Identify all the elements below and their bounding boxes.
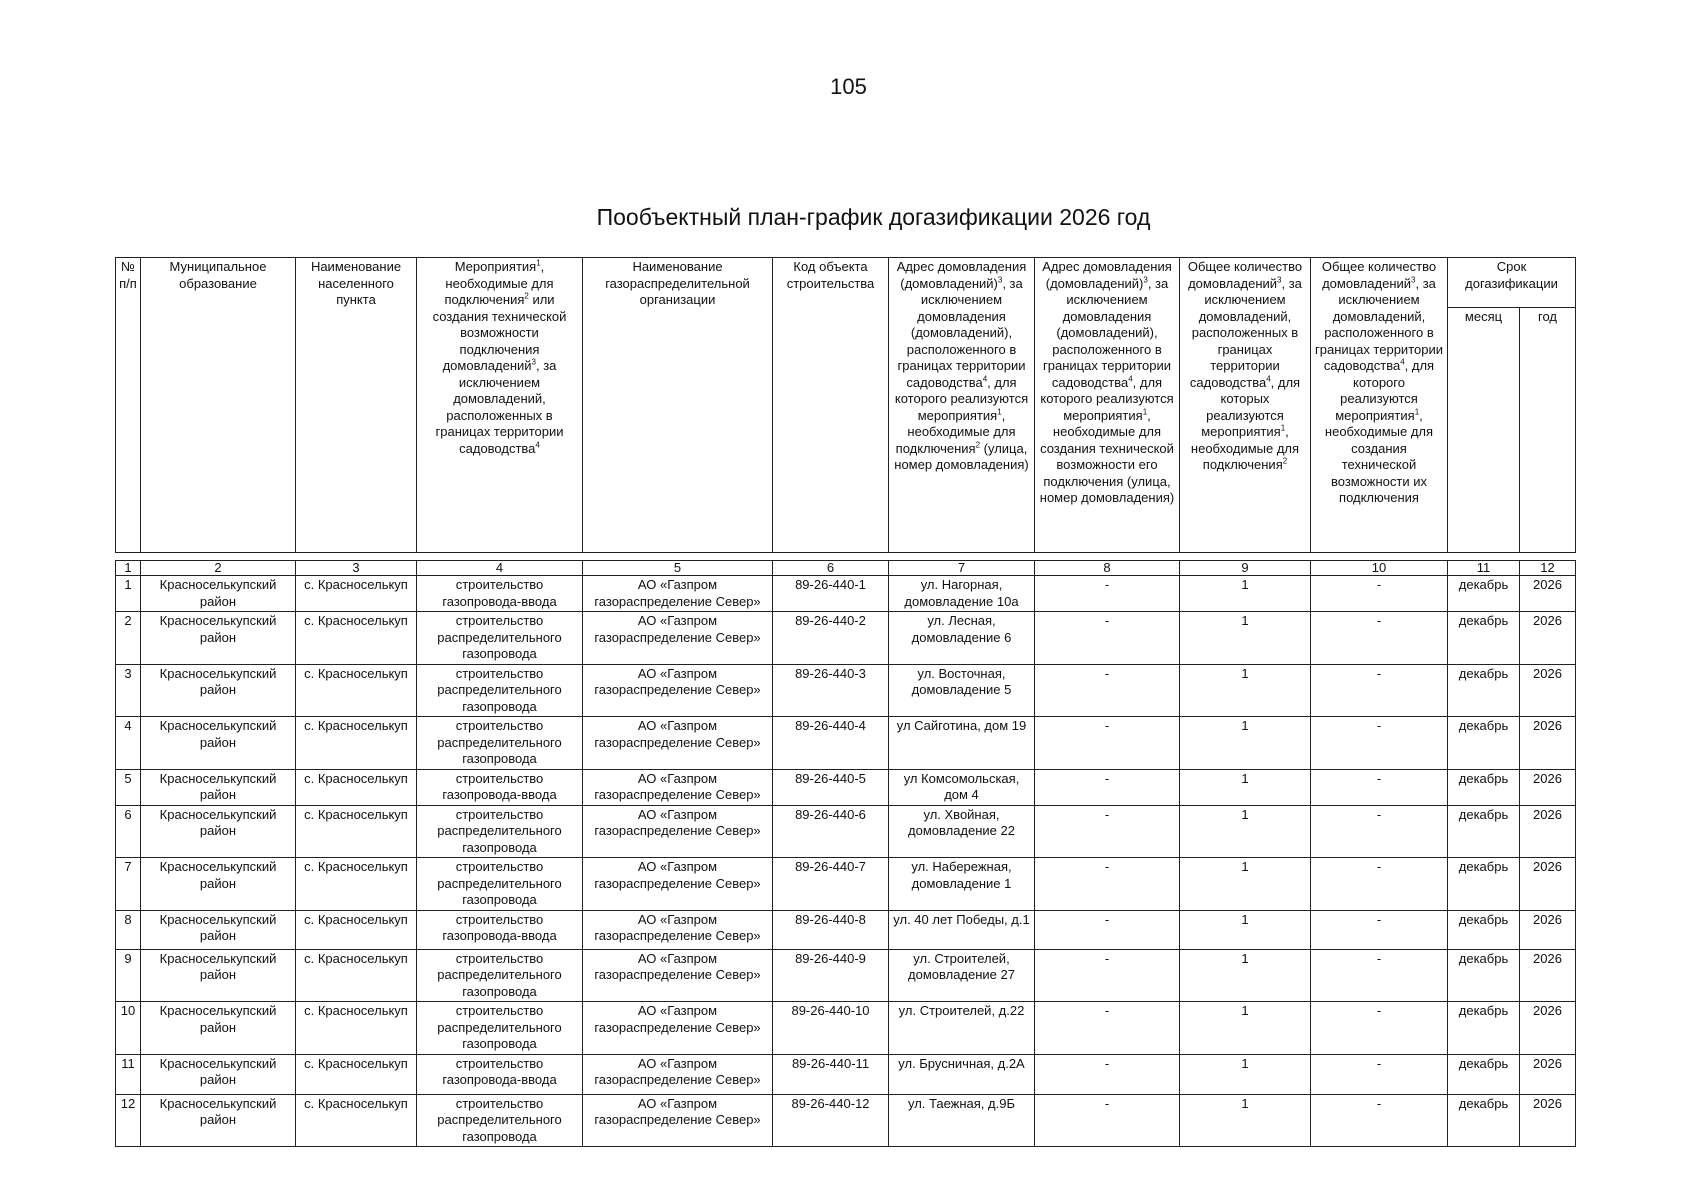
- cell-year: 2026: [1520, 805, 1576, 858]
- header-object-code: Код объекта строительства: [773, 258, 889, 553]
- cell-address-technical: -: [1035, 576, 1180, 612]
- cell-address-connection: ул Комсомольская, дом 4: [889, 769, 1035, 805]
- table-row: [116, 1002, 1576, 1055]
- cell-municipality: Красноселькупский район: [141, 858, 296, 911]
- cell-year: 2026: [1520, 1054, 1576, 1094]
- cell-municipality: Красноселькупский район: [141, 1094, 296, 1147]
- header-month: месяц: [1448, 308, 1520, 553]
- cell-address-connection: ул. Хвойная, домовладение 22: [889, 805, 1035, 858]
- cell-measure: строительство распределительного газопровода: [417, 1094, 583, 1147]
- table-row: [116, 612, 1576, 665]
- cell-organization: АО «Газпром газораспределение Север»: [583, 858, 773, 911]
- cell-object-code: 89-26-440-9: [773, 949, 889, 1002]
- cell-object-code: 89-26-440-7: [773, 858, 889, 911]
- cell-address-connection: ул. Нагорная, домовладение 10а: [889, 576, 1035, 612]
- column-number: 9: [1180, 561, 1311, 576]
- cell-measure: строительство распределительного газопровода: [417, 717, 583, 770]
- cell-number: 5: [116, 769, 141, 805]
- cell-number: 12: [116, 1094, 141, 1147]
- cell-count-technical: -: [1311, 1054, 1448, 1094]
- cell-count-technical: -: [1311, 805, 1448, 858]
- cell-month: декабрь: [1448, 805, 1520, 858]
- table-row: [116, 1094, 1576, 1147]
- cell-object-code: 89-26-440-6: [773, 805, 889, 858]
- cell-address-technical: -: [1035, 1094, 1180, 1147]
- cell-municipality: Красноселькупский район: [141, 1002, 296, 1055]
- data-table: [115, 560, 1576, 1147]
- cell-address-connection: ул. Брусничная, д.2А: [889, 1054, 1035, 1094]
- cell-object-code: 89-26-440-11: [773, 1054, 889, 1094]
- cell-address-technical: -: [1035, 1002, 1180, 1055]
- cell-municipality: Красноселькупский район: [141, 1054, 296, 1094]
- cell-year: 2026: [1520, 664, 1576, 717]
- cell-year: 2026: [1520, 769, 1576, 805]
- cell-count-technical: -: [1311, 949, 1448, 1002]
- cell-count-technical: -: [1311, 1002, 1448, 1055]
- cell-object-code: 89-26-440-12: [773, 1094, 889, 1147]
- cell-object-code: 89-26-440-10: [773, 1002, 889, 1055]
- cell-measure: строительство газопровода-ввода: [417, 910, 583, 949]
- cell-address-connection: ул. 40 лет Победы, д.1: [889, 910, 1035, 949]
- column-number: 11: [1448, 561, 1520, 576]
- column-number: 4: [417, 561, 583, 576]
- cell-settlement: с. Красноселькуп: [296, 1094, 417, 1147]
- cell-count-connection: 1: [1180, 910, 1311, 949]
- cell-year: 2026: [1520, 612, 1576, 665]
- cell-count-connection: 1: [1180, 664, 1311, 717]
- cell-organization: АО «Газпром газораспределение Север»: [583, 1054, 773, 1094]
- header-measures: Мероприятия$^1$, необходимые для подключения$^2$ или создания технической возможности подключения домовладений$^3$, за исключением домовладений, расположенных в границах территории садоводства$^4$: [417, 258, 583, 553]
- table-row: [116, 858, 1576, 911]
- cell-number: 3: [116, 664, 141, 717]
- cell-count-connection: 1: [1180, 717, 1311, 770]
- cell-settlement: с. Красноселькуп: [296, 805, 417, 858]
- cell-address-connection: ул. Строителей, домовладение 27: [889, 949, 1035, 1002]
- cell-count-connection: 1: [1180, 1002, 1311, 1055]
- cell-count-technical: -: [1311, 612, 1448, 665]
- cell-address-connection: ул. Лесная, домовладение 6: [889, 612, 1035, 665]
- cell-count-connection: 1: [1180, 612, 1311, 665]
- cell-municipality: Красноселькупский район: [141, 664, 296, 717]
- cell-address-connection: ул Сайготина, дом 19: [889, 717, 1035, 770]
- cell-municipality: Красноселькупский район: [141, 717, 296, 770]
- cell-organization: АО «Газпром газораспределение Север»: [583, 664, 773, 717]
- cell-address-connection: ул. Набережная, домовладение 1: [889, 858, 1035, 911]
- cell-count-connection: 1: [1180, 858, 1311, 911]
- cell-address-technical: -: [1035, 910, 1180, 949]
- column-number: 10: [1311, 561, 1448, 576]
- cell-municipality: Красноселькупский район: [141, 805, 296, 858]
- cell-measure: строительство газопровода-ввода: [417, 769, 583, 805]
- cell-count-technical: -: [1311, 1094, 1448, 1147]
- cell-measure: строительство распределительного газопровода: [417, 664, 583, 717]
- cell-number: 6: [116, 805, 141, 858]
- cell-number: 2: [116, 612, 141, 665]
- cell-count-connection: 1: [1180, 949, 1311, 1002]
- table-row: [116, 949, 1576, 1002]
- cell-count-technical: -: [1311, 576, 1448, 612]
- table-row: [116, 910, 1576, 949]
- cell-object-code: 89-26-440-8: [773, 910, 889, 949]
- cell-month: декабрь: [1448, 769, 1520, 805]
- cell-measure: строительство газопровода-ввода: [417, 1054, 583, 1094]
- cell-settlement: с. Красноселькуп: [296, 769, 417, 805]
- header-gas-organization: Наименование газораспределительной организации: [583, 258, 773, 553]
- cell-municipality: Красноселькупский район: [141, 612, 296, 665]
- cell-address-connection: ул. Строителей, д.22: [889, 1002, 1035, 1055]
- cell-organization: АО «Газпром газораспределение Север»: [583, 949, 773, 1002]
- cell-count-technical: -: [1311, 769, 1448, 805]
- cell-measure: строительство распределительного газопровода: [417, 858, 583, 911]
- cell-number: 9: [116, 949, 141, 1002]
- table-row: [116, 717, 1576, 770]
- cell-year: 2026: [1520, 1002, 1576, 1055]
- header-municipality: Муниципальное образование: [141, 258, 296, 553]
- cell-count-connection: 1: [1180, 1094, 1311, 1147]
- cell-count-technical: -: [1311, 717, 1448, 770]
- cell-object-code: 89-26-440-4: [773, 717, 889, 770]
- cell-year: 2026: [1520, 717, 1576, 770]
- cell-measure: строительство распределительного газопровода: [417, 805, 583, 858]
- cell-object-code: 89-26-440-3: [773, 664, 889, 717]
- column-numbers-row: [116, 561, 1576, 576]
- cell-address-technical: -: [1035, 612, 1180, 665]
- cell-settlement: с. Красноселькуп: [296, 612, 417, 665]
- cell-address-technical: -: [1035, 717, 1180, 770]
- table-row: [116, 805, 1576, 858]
- cell-number: 8: [116, 910, 141, 949]
- header-number: № п/п: [116, 258, 141, 553]
- column-number: 3: [296, 561, 417, 576]
- header-settlement: Наименование населенного пункта: [296, 258, 417, 553]
- cell-count-connection: 1: [1180, 805, 1311, 858]
- cell-month: декабрь: [1448, 664, 1520, 717]
- cell-address-connection: ул. Таежная, д.9Б: [889, 1094, 1035, 1147]
- cell-settlement: с. Красноселькуп: [296, 949, 417, 1002]
- column-number: 7: [889, 561, 1035, 576]
- cell-organization: АО «Газпром газораспределение Север»: [583, 1002, 773, 1055]
- cell-month: декабрь: [1448, 612, 1520, 665]
- cell-organization: АО «Газпром газораспределение Север»: [583, 769, 773, 805]
- cell-count-technical: -: [1311, 664, 1448, 717]
- cell-object-code: 89-26-440-1: [773, 576, 889, 612]
- cell-municipality: Красноселькупский район: [141, 910, 296, 949]
- cell-organization: АО «Газпром газораспределение Север»: [583, 805, 773, 858]
- cell-settlement: с. Красноселькуп: [296, 1002, 417, 1055]
- cell-municipality: Красноселькупский район: [141, 769, 296, 805]
- table-row: [116, 1054, 1576, 1094]
- header-deadline: Срок догазификации: [1448, 258, 1576, 308]
- cell-month: декабрь: [1448, 949, 1520, 1002]
- header-address-technical: Адрес домовладения (домовладений)$^3$, за исключением домовладения (домовладений), расположенного в границах территории садоводства$^4$, для которого реализуются мероприятия$^1$, необходимые для создания технической возможности его подключения (улица, номер домовладения): [1035, 258, 1180, 553]
- column-number: 2: [141, 561, 296, 576]
- cell-address-technical: -: [1035, 949, 1180, 1002]
- cell-measure: строительство распределительного газопровода: [417, 612, 583, 665]
- cell-year: 2026: [1520, 949, 1576, 1002]
- cell-object-code: 89-26-440-2: [773, 612, 889, 665]
- table-row: [116, 576, 1576, 612]
- table-header: [115, 257, 1576, 553]
- cell-settlement: с. Красноселькуп: [296, 858, 417, 911]
- cell-organization: АО «Газпром газораспределение Север»: [583, 717, 773, 770]
- cell-address-technical: -: [1035, 664, 1180, 717]
- cell-settlement: с. Красноселькуп: [296, 576, 417, 612]
- cell-year: 2026: [1520, 1094, 1576, 1147]
- cell-month: декабрь: [1448, 1002, 1520, 1055]
- cell-year: 2026: [1520, 576, 1576, 612]
- cell-month: декабрь: [1448, 858, 1520, 911]
- cell-address-technical: -: [1035, 858, 1180, 911]
- cell-month: декабрь: [1448, 910, 1520, 949]
- cell-measure: строительство распределительного газопровода: [417, 949, 583, 1002]
- cell-count-connection: 1: [1180, 769, 1311, 805]
- cell-count-connection: 1: [1180, 1054, 1311, 1094]
- page-number: 105: [830, 74, 867, 99]
- cell-settlement: с. Красноселькуп: [296, 664, 417, 717]
- cell-count-technical: -: [1311, 858, 1448, 911]
- cell-month: декабрь: [1448, 1054, 1520, 1094]
- table-row: [116, 664, 1576, 717]
- cell-municipality: Красноселькупский район: [141, 949, 296, 1002]
- header-address-connection: Адрес домовладения (домовладений)$^3$, за исключением домовладения (домовладений), расположенного в границах территории садоводства$^4$, для которого реализуются мероприятия$^1$, необходимые для подключения$^2$ (улица, номер домовладения): [889, 258, 1035, 553]
- cell-count-technical: -: [1311, 910, 1448, 949]
- cell-measure: строительство газопровода-ввода: [417, 576, 583, 612]
- table-row: [116, 769, 1576, 805]
- cell-organization: АО «Газпром газораспределение Север»: [583, 576, 773, 612]
- cell-measure: строительство распределительного газопровода: [417, 1002, 583, 1055]
- cell-organization: АО «Газпром газораспределение Север»: [583, 612, 773, 665]
- cell-count-connection: 1: [1180, 576, 1311, 612]
- cell-settlement: с. Красноселькуп: [296, 1054, 417, 1094]
- cell-address-technical: -: [1035, 805, 1180, 858]
- header-year: год: [1520, 308, 1576, 553]
- cell-address-technical: -: [1035, 1054, 1180, 1094]
- cell-organization: АО «Газпром газораспределение Север»: [583, 1094, 773, 1147]
- header-count-technical: Общее количество домовладений$^3$, за исключением домовладений, расположенного в границах территории садоводства$^4$, для которого реализуются мероприятия$^1$, необходимые для создания технической возможности их подключения: [1311, 258, 1448, 553]
- header-count-connection: Общее количество домовладений$^3$, за исключением домовладений, расположенных в границах территории садоводства$^4$, для которых реализуются мероприятия$^1$, необходимые для подключения$^2$: [1180, 258, 1311, 553]
- document-title: Пообъектный план-график догазификации 2026 год: [596, 204, 1151, 230]
- cell-number: 1: [116, 576, 141, 612]
- cell-month: декабрь: [1448, 576, 1520, 612]
- column-number: 1: [116, 561, 141, 576]
- column-number: 5: [583, 561, 773, 576]
- cell-settlement: с. Красноселькуп: [296, 910, 417, 949]
- column-number: 6: [773, 561, 889, 576]
- column-number: 8: [1035, 561, 1180, 576]
- cell-settlement: с. Красноселькуп: [296, 717, 417, 770]
- cell-number: 4: [116, 717, 141, 770]
- cell-month: декабрь: [1448, 717, 1520, 770]
- cell-number: 11: [116, 1054, 141, 1094]
- cell-organization: АО «Газпром газораспределение Север»: [583, 910, 773, 949]
- cell-year: 2026: [1520, 858, 1576, 911]
- cell-municipality: Красноселькупский район: [141, 576, 296, 612]
- cell-month: декабрь: [1448, 1094, 1520, 1147]
- cell-object-code: 89-26-440-5: [773, 769, 889, 805]
- cell-year: 2026: [1520, 910, 1576, 949]
- cell-address-technical: -: [1035, 769, 1180, 805]
- cell-number: 10: [116, 1002, 141, 1055]
- cell-address-connection: ул. Восточная, домовладение 5: [889, 664, 1035, 717]
- cell-number: 7: [116, 858, 141, 911]
- column-number: 12: [1520, 561, 1576, 576]
